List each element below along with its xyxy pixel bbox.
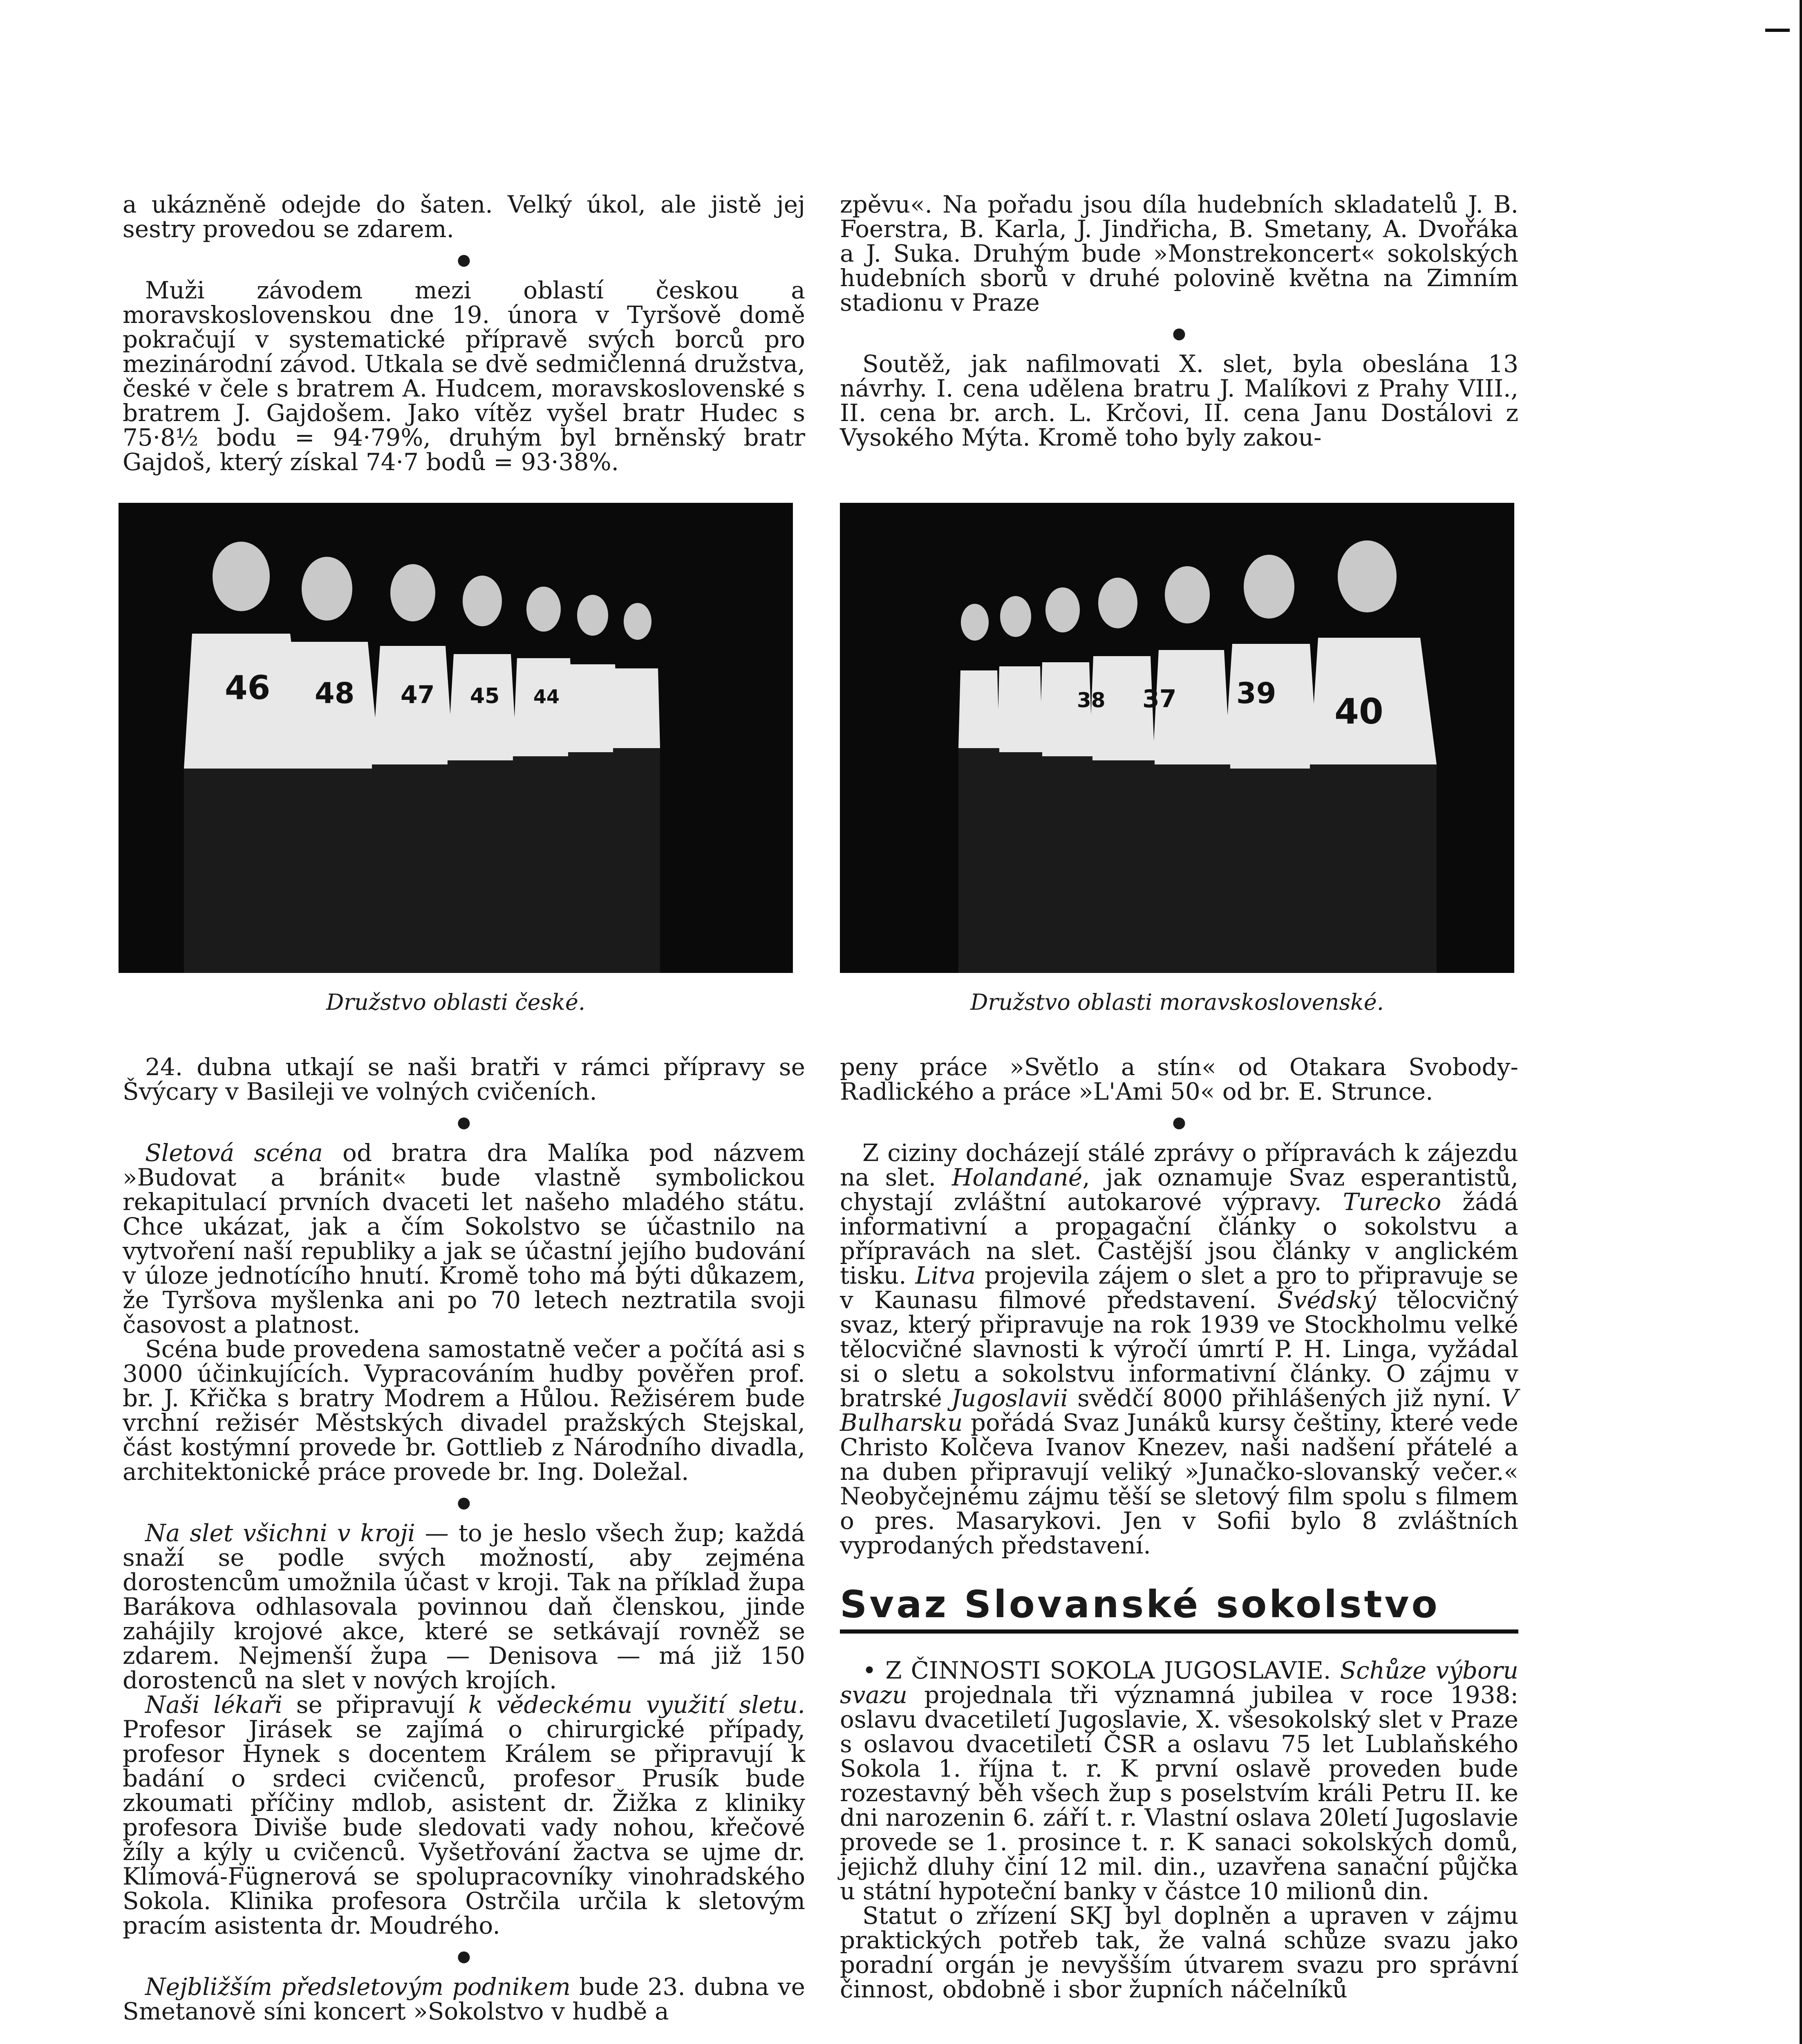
paragraph: 24. dubna utkají se naši bratři v rámci přípravy se Švýcary v Basileji ve volných cvičeních. bbox=[123, 1053, 805, 1105]
jersey-number: 39 bbox=[1236, 677, 1276, 710]
photo-caption-czech: Družstvo oblasti české. bbox=[326, 989, 586, 1015]
jersey-number: 45 bbox=[470, 684, 500, 708]
emphasis: k vědeckému využití sletu. bbox=[468, 1691, 805, 1719]
text: • Z ČINNOSTI SOKOLA JUGOSLAVIE. bbox=[862, 1656, 1340, 1684]
text: se připravují bbox=[282, 1691, 468, 1719]
paragraph: zpěvu«. Na pořadu jsou díla hudebních skladatelů J. B. Foerstra, B. Karla, J. Jindřicha, B. Smetany, A. Dvořáka a J. Suka. Druhým bude »Monstrekoncert« sokolských hudebních sborů v druhé polovině května na Zimním stadionu v Praze bbox=[840, 191, 1518, 316]
paragraph: Scéna bude provedena samostatně večer a počítá asi s 3000 účinkujících. Vypracováním hudby pověřen prof. br. J. Křička s bratry Modrem a Hůlou. Režisérem bude vrchní režisér Městských divadel pražských Stejskal, část kostýmní provede br. Gottlieb z Národního divadla, architektonické práce provede br. Ing. Doležal. bbox=[123, 1335, 805, 1486]
text: tělocvičný svaz, který připravuje na rok 1939 ve Stockholmu velké tělocvičné slavnosti k výročí úmrtí P. H. Linga, vyžádal si o sletu a sokolstvu informativní články. O zájmu v bratrské bbox=[840, 1286, 1518, 1412]
emphasis: Holandané bbox=[951, 1163, 1083, 1191]
page-edge bbox=[1800, 0, 1802, 2044]
jersey-number: 47 bbox=[401, 681, 435, 709]
emphasis: Turecko bbox=[1343, 1188, 1442, 1216]
jersey-number: 48 bbox=[315, 677, 355, 710]
emphasis: Jugoslavii bbox=[951, 1384, 1068, 1412]
spacer bbox=[840, 1558, 1518, 1582]
corner-mark bbox=[1765, 29, 1790, 32]
paragraph: Statut o zřízení SKJ byl doplněn a upraven v zájmu praktických potřeb tak, že valná schůze svazu jako poradní orgán je nevyšším útvarem svazu pro správní činnost, obdobně i sbor župních náčelníků bbox=[840, 1902, 1518, 2003]
team-photo-moravian bbox=[840, 503, 1514, 973]
text: žádá informativní a propagační články o sokolstvu a přípravách na slet. Častější jsou články v anglickém tisku. bbox=[840, 1188, 1518, 1289]
paragraph bbox=[840, 1658, 1518, 1903]
paragraph bbox=[123, 1141, 805, 1337]
photo-caption-moravian: Družstvo oblasti moravskoslovenské. bbox=[970, 989, 1384, 1015]
paragraph: peny práce »Světlo a stín« od Otakara Svobody-Radlického a práce »L'Ami 50« od br. E. Strunce. bbox=[840, 1053, 1518, 1105]
paragraph: a ukázněně odejde do šaten. Velký úkol, ale jistě jej sestry provedou se zdarem. bbox=[123, 191, 805, 243]
text: pořádá Svaz Junáků kursy češtiny, které vede Christo Kolčeva Ivanov Knezev, naši nadšení přátelé a na duben připravují veliký »Junačko-slovanský večer.« Neobyčejnému zájmu těší se sletový film spolu s filmem o pres. Masarykovi. Jen v Sofii bylo 8 zvláštních vyprodaných představení. bbox=[840, 1409, 1518, 1559]
text: od bratra dra Malíka pod názvem »Budovat a bránit« bude vlastně symbolickou rekapitulací prvních dvaceti let našeho mladého státu. Chce ukázat, jak a čím Sokolstvo se účastnilo na vytvoření naší republiky a jak se účastní jejího budování v úloze jednotícího hnutí. Kromě toho má býti důkazem, že Tyršova myšlenka ani po 70 letech neztratila svoji časovost a platnost. bbox=[123, 1139, 805, 1338]
emphasis: Sletová scéna bbox=[145, 1139, 323, 1167]
right-column-bottom bbox=[840, 1055, 1518, 2001]
paragraph: Muži závodem mezi oblastí českou a moravskoslovenskou dne 19. února v Tyršově domě pokračují v systematické přípravě svých borců pro mezinárodní závod. Utkala se dvě sedmičlenná družstva, české v čele s bratrem A. Hudcem, moravskoslovenské s bratrem J. Gajdošem. Jako vítěz vyšel bratr Hudec s 75·8½ bodu = 94·79%, druhým byl brněnský bratr Gajdoš, který získal 74·7 bodů = 93·38%. bbox=[123, 276, 805, 476]
separator-dot: ● bbox=[457, 1947, 471, 1965]
emphasis: Litva bbox=[915, 1262, 976, 1289]
paragraph bbox=[123, 1521, 805, 1692]
emphasis: Na slet všichni v kroji bbox=[145, 1519, 415, 1547]
paragraph: Soutěž, jak nafilmovati X. slet, byla obeslána 13 návrhy. I. cena udělena bratru J. Malíkovi z Prahy VIII., II. cena br. arch. L. Krčovi, II. cena Janu Dostálovi z Vysokého Mýta. Kromě toho byly zakou- bbox=[840, 350, 1518, 451]
jersey-number: 44 bbox=[533, 686, 560, 708]
paragraph bbox=[123, 1692, 805, 1938]
separator-dot: ● bbox=[1172, 1113, 1186, 1131]
emphasis: Nejbližším předsletovým podnikem bbox=[145, 1973, 571, 2001]
section-title: Svaz Slovanské sokolstvo bbox=[840, 1582, 1518, 1634]
emphasis: V Bulharsku bbox=[840, 1384, 1518, 1437]
left-column-bottom bbox=[123, 1055, 805, 2024]
separator-dot: ● bbox=[457, 1113, 471, 1131]
paragraph bbox=[123, 1975, 805, 2024]
text: , jak oznamuje Svaz esperantistů, chystají zvláštní autokarové výpravy. bbox=[840, 1163, 1518, 1216]
text: svědčí 8000 přihlášených již nyní. bbox=[1068, 1384, 1502, 1412]
jersey-number: 37 bbox=[1142, 685, 1177, 713]
emphasis: Schůze výboru svazu bbox=[840, 1656, 1519, 1709]
right-column-top bbox=[840, 192, 1518, 450]
text: bude 23. dubna ve Smetanově síni koncert »Sokolstvo v hudbě a bbox=[123, 1973, 805, 2025]
text: projevila zájem o slet a pro to připravuje se v Kaunasu filmové představení. bbox=[840, 1262, 1518, 1314]
separator-dot: ● bbox=[1172, 324, 1186, 342]
separator-dot: ● bbox=[457, 251, 471, 269]
text: Profesor Jirásek se zajímá o chirurgické případy, profesor Hynek s docentem Králem se připravují k badání o srdeci cvičenců, profesor Prusík bude zkoumati příčiny mdlob, asistent dr. Žižka z kliniky profesora Diviše bude sledovati vady nohou, křečové žíly a kýly u cvičenců. Vyšetřování žactva se ujme dr. Klímová-Fügnerová se spolupracovníky vinohradského Sokola. Klinika profesora Ostrčila určila k sletovým pracím asistenta dr. Moudrého. bbox=[123, 1715, 805, 1939]
jersey-number: 38 bbox=[1077, 688, 1106, 712]
team-photo-czech bbox=[119, 503, 793, 973]
separator-dot: ● bbox=[457, 1493, 471, 1511]
jersey-number: 46 bbox=[225, 669, 271, 707]
emphasis: Švédský bbox=[1277, 1286, 1376, 1314]
paragraph bbox=[840, 1141, 1518, 1558]
left-column-top bbox=[123, 192, 805, 474]
text: projednala tři významná jubilea v roce 1938: oslavu dvacetiletí Jugoslavie, X. všesokolský slet v Praze s oslavou dvacetiletí ČSR a oslavu 75 let Lublaňského Sokola 1. října t. r. K první oslavě proveden bude rozestavný běh všech žup s poselstvím králi Petru II. ke dni narozenin 6. září t. r. Vlastní oslava 20letí Jugoslavie provede se 1. prosince t. r. K sanaci sokolských domů, jejichž dluhy činí 12 mil. din., uzavřena sanační půjčka u státní hypoteční banky v částce 10 milionů din. bbox=[840, 1681, 1518, 1905]
emphasis: Naši lékaři bbox=[145, 1691, 283, 1719]
text: Z ciziny docházejí stálé zprávy o přípravách k zájezdu na slet. bbox=[840, 1139, 1518, 1191]
jersey-number: 40 bbox=[1334, 691, 1383, 732]
text: — to je heslo všech žup; každá snaží se podle svých možností, aby zejména dorostencům umožnila účast v kroji. Tak na příklad župa Barákova odhlasovala povinnou daň členskou, jinde zahájily krojové akce, které se setkávají rovněž se zdarem. Nejmenší župa — Denisova — má již 150 dorostenců na slet v nových krojích. bbox=[123, 1519, 806, 1694]
